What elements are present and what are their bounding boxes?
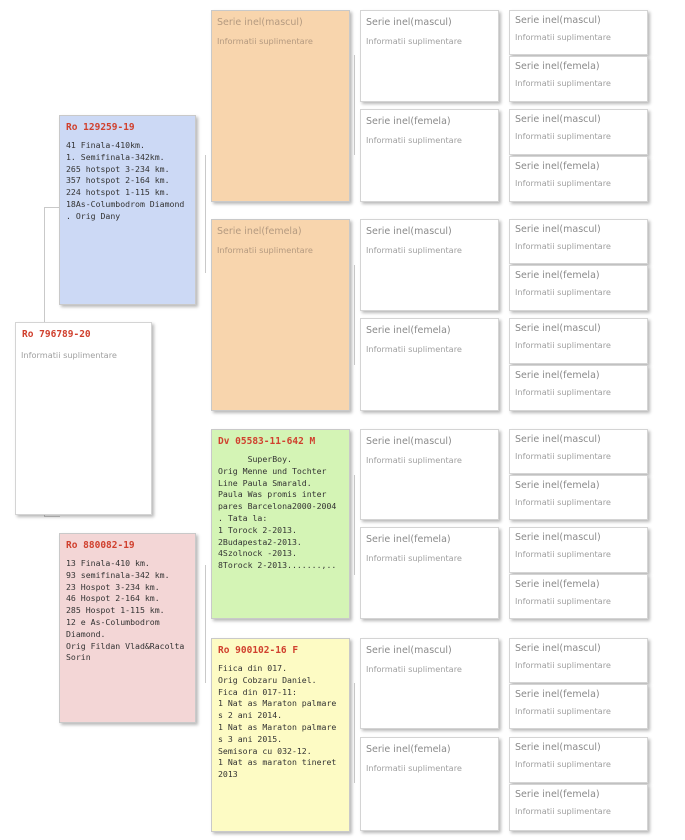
ring-placeholder: Serie inel(femela) bbox=[515, 270, 600, 281]
connector bbox=[205, 565, 206, 683]
info-placeholder: Informatii suplimentare bbox=[515, 131, 611, 141]
gen5-card[interactable] bbox=[509, 156, 648, 202]
gen4-card[interactable] bbox=[360, 219, 499, 311]
info-placeholder: Informatii suplimentare bbox=[515, 549, 611, 559]
ring-number: Ro 796789-20 bbox=[22, 329, 91, 340]
ring-placeholder: Serie inel(mascul) bbox=[366, 226, 452, 237]
gen5-card[interactable] bbox=[509, 318, 648, 364]
ring-placeholder: Serie inel(femela) bbox=[515, 370, 600, 381]
gen5-card[interactable] bbox=[509, 475, 648, 520]
info-text: 13 Finala-410 km. 93 semifinala-342 km. 23 Hospot 3-234 km. 46 Hospot 2-164 km. 285 Hospot 1-115 km. 12 e As-Columbodrom Diamond. Orig Fildan Vlad&Racolta Sorin bbox=[66, 558, 185, 663]
info-text: Informatii suplimentare bbox=[21, 350, 117, 360]
ring-placeholder: Serie inel(femela) bbox=[366, 325, 451, 336]
info-placeholder: Informatii suplimentare bbox=[515, 241, 611, 251]
info-placeholder: Informatii suplimentare bbox=[515, 340, 611, 350]
ring-number: Ro 129259-19 bbox=[66, 122, 135, 133]
connector bbox=[205, 155, 206, 273]
ring-placeholder: Serie inel(femela) bbox=[366, 534, 451, 545]
gen5-card[interactable] bbox=[509, 365, 648, 411]
gen5-card[interactable] bbox=[509, 219, 648, 264]
gen5-card[interactable] bbox=[509, 429, 648, 474]
info-text: SuperBoy. Orig Menne und Tochter Line Paula Smarald. Paula Was promis inter pares Barcelona2000-2004 . Tata la: 1 Torock 2-2013. 2Budapesta2-2013. 4Szolnock -2013. 8Torock 2-2013.......,.. bbox=[218, 454, 337, 571]
ring-placeholder: Serie inel(femela) bbox=[366, 744, 451, 755]
gen5-card[interactable] bbox=[509, 527, 648, 573]
ring-placeholder: Serie inel(mascul) bbox=[515, 532, 601, 543]
ring-placeholder: Serie inel(mascul) bbox=[366, 436, 452, 447]
info-placeholder: Informatii suplimentare bbox=[366, 763, 462, 773]
info-placeholder: Informatii suplimentare bbox=[366, 455, 462, 465]
gen4-card[interactable] bbox=[360, 638, 499, 729]
ring-placeholder: Serie inel(mascul) bbox=[217, 17, 303, 28]
ring-placeholder: Serie inel(mascul) bbox=[515, 434, 601, 445]
info-placeholder: Informatii suplimentare bbox=[515, 660, 611, 670]
ring-number: Ro 900102-16 F bbox=[218, 645, 299, 656]
info-placeholder: Informatii suplimentare bbox=[366, 135, 462, 145]
info-placeholder: Informatii suplimentare bbox=[366, 344, 462, 354]
ring-placeholder: Serie inel(femela) bbox=[515, 61, 600, 72]
gen5-card[interactable] bbox=[509, 784, 648, 831]
ring-number: Ro 880082-19 bbox=[66, 540, 135, 551]
ring-placeholder: Serie inel(mascul) bbox=[515, 15, 601, 26]
info-placeholder: Informatii suplimentare bbox=[217, 245, 313, 255]
info-placeholder: Informatii suplimentare bbox=[515, 32, 611, 42]
info-placeholder: Informatii suplimentare bbox=[515, 759, 611, 769]
info-placeholder: Informatii suplimentare bbox=[515, 178, 611, 188]
ring-placeholder: Serie inel(mascul) bbox=[515, 323, 601, 334]
sire-sire-card[interactable] bbox=[211, 10, 350, 202]
gen4-card[interactable] bbox=[360, 429, 499, 520]
subject-card[interactable] bbox=[15, 322, 152, 515]
gen5-card[interactable] bbox=[509, 56, 648, 102]
connector bbox=[354, 265, 355, 365]
connector bbox=[354, 475, 355, 575]
ring-placeholder: Serie inel(mascul) bbox=[515, 742, 601, 753]
gen4-card[interactable] bbox=[360, 10, 499, 102]
connector bbox=[44, 207, 60, 208]
ring-placeholder: Serie inel(femela) bbox=[515, 480, 600, 491]
info-placeholder: Informatii suplimentare bbox=[515, 451, 611, 461]
info-placeholder: Informatii suplimentare bbox=[366, 245, 462, 255]
info-placeholder: Informatii suplimentare bbox=[515, 287, 611, 297]
info-placeholder: Informatii suplimentare bbox=[366, 36, 462, 46]
ring-placeholder: Serie inel(mascul) bbox=[515, 224, 601, 235]
connector bbox=[44, 516, 60, 517]
ring-placeholder: Serie inel(femela) bbox=[515, 579, 600, 590]
ring-placeholder: Serie inel(mascul) bbox=[366, 17, 452, 28]
gen5-card[interactable] bbox=[509, 737, 648, 783]
gen4-card[interactable] bbox=[360, 737, 499, 831]
gen5-card[interactable] bbox=[509, 684, 648, 729]
dam-sire-card[interactable] bbox=[211, 429, 350, 619]
gen5-card[interactable] bbox=[509, 265, 648, 311]
info-placeholder: Informatii suplimentare bbox=[515, 596, 611, 606]
ring-placeholder: Serie inel(femela) bbox=[515, 789, 600, 800]
gen5-card[interactable] bbox=[509, 109, 648, 155]
info-placeholder: Informatii suplimentare bbox=[366, 553, 462, 563]
ring-placeholder: Serie inel(mascul) bbox=[515, 643, 601, 654]
ring-placeholder: Serie inel(femela) bbox=[217, 226, 302, 237]
ring-placeholder: Serie inel(mascul) bbox=[366, 645, 452, 656]
dam-dam-card[interactable] bbox=[211, 638, 350, 832]
info-placeholder: Informatii suplimentare bbox=[217, 36, 313, 46]
info-placeholder: Informatii suplimentare bbox=[515, 806, 611, 816]
info-placeholder: Informatii suplimentare bbox=[515, 78, 611, 88]
gen5-card[interactable] bbox=[509, 574, 648, 619]
info-placeholder: Informatii suplimentare bbox=[515, 497, 611, 507]
ring-placeholder: Serie inel(femela) bbox=[515, 689, 600, 700]
ring-number: Dv 05583-11-642 M bbox=[218, 436, 316, 447]
sire-card[interactable] bbox=[59, 115, 196, 305]
info-text: 41 Finala-410km. 1. Semifinala-342km. 265 hotspot 3-234 km. 357 hotspot 2-164 km. 224 hotspot 1-115 km. 18As-Columbodrom Diamond . Orig Dany bbox=[66, 140, 185, 221]
info-placeholder: Informatii suplimentare bbox=[515, 706, 611, 716]
gen5-card[interactable] bbox=[509, 10, 648, 55]
ring-placeholder: Serie inel(mascul) bbox=[515, 114, 601, 125]
connector bbox=[354, 683, 355, 783]
dam-card[interactable] bbox=[59, 533, 196, 723]
gen4-card[interactable] bbox=[360, 318, 499, 411]
gen4-card[interactable] bbox=[360, 527, 499, 619]
connector bbox=[354, 55, 355, 155]
sire-dam-card[interactable] bbox=[211, 219, 350, 411]
info-text: Fiica din 017. Orig Cobzaru Daniel. Fica din 017-11: 1 Nat as Maraton palmare s 2 ani 2014. 1 Nat as Maraton palmare s 3 ani 2015. Semisora cu 032-12. 1 Nat as maraton tineret 2013 bbox=[218, 663, 337, 780]
info-placeholder: Informatii suplimentare bbox=[366, 664, 462, 674]
ring-placeholder: Serie inel(femela) bbox=[366, 116, 451, 127]
gen4-card[interactable] bbox=[360, 109, 499, 202]
gen5-card[interactable] bbox=[509, 638, 648, 683]
info-placeholder: Informatii suplimentare bbox=[515, 387, 611, 397]
ring-placeholder: Serie inel(femela) bbox=[515, 161, 600, 172]
